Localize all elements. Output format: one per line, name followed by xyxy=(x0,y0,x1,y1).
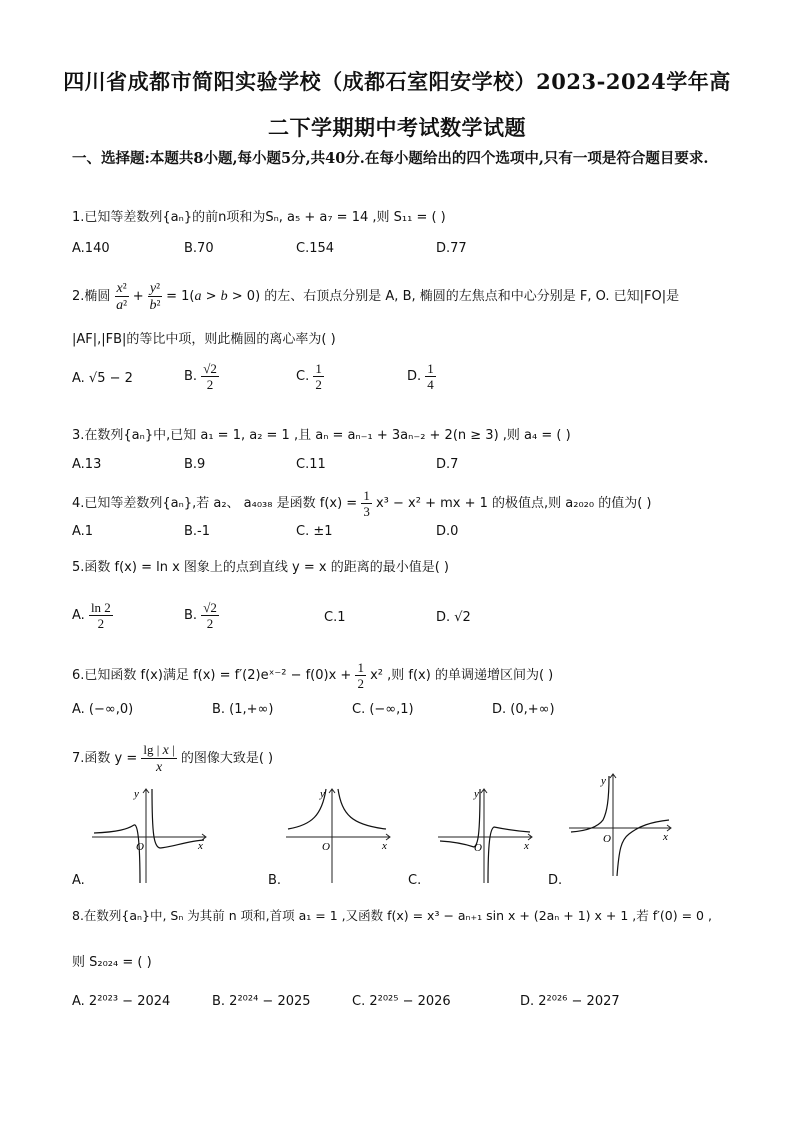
fraction-lg-abs-x-over-x: $\frac{\lg | x |}{x}$ xyxy=(143,742,175,775)
option-a: A.1 xyxy=(72,524,94,539)
graph-option-d xyxy=(565,770,675,880)
option-d: D. √2 xyxy=(436,610,471,625)
q6-stem-end: x² ,则 f(x) 的单调递增区间为( ) xyxy=(370,668,554,683)
option-c: C. (−∞,1) xyxy=(352,702,414,717)
graph-option-b xyxy=(282,785,392,885)
option-a: A.13 xyxy=(72,457,102,472)
option-b: B. $\frac{√2}{2}$ xyxy=(184,361,217,392)
q4-stem-end: x³ − x² + mx + 1 的极值点,则 a₂₀₂₀ 的值为( ) xyxy=(375,496,652,511)
option-b: B. $\frac{√2}{2}$ xyxy=(184,600,217,631)
origin-label: O xyxy=(474,842,482,854)
question-2-stem: 2.椭圆 $\frac{\text{x²}}{\text{a²}}$ + $\frac{\text{y²}}{\text{b²}}$ = 1(a > b > 0) 的左、右顶点分别是 A, B, 椭圆的左焦点和中心分别是 F, O. 已知|FO|是 xyxy=(72,280,680,313)
q7-stem-end: 的图像大致是( ) xyxy=(180,751,274,766)
y-axis-label: y xyxy=(601,775,606,787)
option-c: C. 2²⁰²⁵ − 2026 xyxy=(352,994,451,1009)
x-axis-label: x xyxy=(382,840,387,852)
option-c: C.11 xyxy=(296,457,326,472)
option-c: C.1 xyxy=(324,610,346,625)
graph-label-d: D. xyxy=(548,873,563,888)
document-title-line1: 四川省成都市简阳实验学校（成都石室阳安学校）2023-2024学年高 xyxy=(63,69,731,94)
fraction-one-third: $\frac{1}{3}$ xyxy=(363,488,370,519)
option-a: A. 2²⁰²³ − 2024 xyxy=(72,994,171,1009)
option-d: D.7 xyxy=(436,457,459,472)
x-axis-label: x xyxy=(524,840,529,852)
question-8-stem-line2: 则 S₂₀₂₄ = ( ) xyxy=(72,955,152,970)
option-d: D. 2²⁰²⁶ − 2027 xyxy=(520,994,620,1009)
q7-stem-start: 7.函数 y = xyxy=(72,751,138,766)
graph-label-a: A. xyxy=(72,873,85,888)
fraction-one-half: $\frac{1}{2}$ xyxy=(357,660,364,691)
question-4-stem xyxy=(72,488,722,519)
q4-stem-start: 4.已知等差数列{aₙ},若 a₂、 a₄₀₃₈ 是函数 f(x) = xyxy=(72,496,358,511)
section-heading-choice: 一、选择题:本题共8小题,每小题5分,共40分.在每小题给出的四个选项中,只有一项是符合题目要求. xyxy=(72,150,709,167)
document-title-line2: 二下学期期中考试数学试题 xyxy=(268,115,526,140)
x-axis-label: x xyxy=(198,840,203,852)
origin-label: O xyxy=(136,841,144,853)
option-a: A.140 xyxy=(72,241,110,256)
option-b: B.70 xyxy=(184,241,214,256)
option-b: B. 2²⁰²⁴ − 2025 xyxy=(212,994,311,1009)
y-axis-label: y xyxy=(474,788,479,800)
option-b: B.-1 xyxy=(184,524,211,539)
option-c: C.154 xyxy=(296,241,335,256)
option-c: C. ±1 xyxy=(296,524,333,539)
origin-label: O xyxy=(603,833,611,845)
graph-label-b: B. xyxy=(268,873,282,888)
question-3-stem: 3.在数列{aₙ}中,已知 a₁ = 1, a₂ = 1 ,且 aₙ = aₙ₋₁ + 3aₙ₋₂ + 2(n ≥ 3) ,则 a₄ = ( ) xyxy=(72,428,571,443)
option-a: A. (−∞,0) xyxy=(72,702,134,717)
origin-label: O xyxy=(322,841,330,853)
y-axis-label: y xyxy=(320,788,325,800)
option-d: D.77 xyxy=(436,241,467,256)
option-d: D. $\frac{1}{4}$ xyxy=(407,361,434,392)
graph-label-c: C. xyxy=(408,873,422,888)
question-5-stem: 5.函数 f(x) = ln x 图象上的点到直线 y = x 的距离的最小值是( ) xyxy=(72,560,450,575)
graph-option-a xyxy=(88,785,208,885)
question-2-stem-line2: |AF|,|FB|的等比中项，则此椭圆的离心率为( ) xyxy=(72,332,336,347)
x-axis-label: x xyxy=(663,831,668,843)
ellipse-term-y: $\frac{\text{y²}}{\text{b²}}$ xyxy=(149,280,161,313)
question-8-stem: 8.在数列{aₙ}中, Sₙ 为其前 n 项和,首项 a₁ = 1 ,又函数 f(x) = x³ − aₙ₊₁ sin x + (2aₙ + 1) x + 1 ,若 f′(0) = 0 , xyxy=(72,908,712,923)
y-axis-label: y xyxy=(134,788,139,800)
option-d: D.0 xyxy=(436,524,459,539)
q2-stem-start: 2.椭圆 xyxy=(72,289,111,304)
q2-stem-middle: 的左、右顶点分别是 A, B, 椭圆的左焦点和中心分别是 F, O. 已知|FO|是 xyxy=(264,289,680,304)
question-6-stem xyxy=(72,660,722,691)
option-b: B. (1,+∞) xyxy=(212,702,274,717)
option-a: A. $\frac{\ln 2}{2}$ xyxy=(72,600,111,631)
option-c: C. $\frac{1}{2}$ xyxy=(296,361,322,392)
option-a: A. √5 − 2 xyxy=(72,371,133,386)
graph-option-c xyxy=(434,785,534,885)
ellipse-term-x: $\frac{\text{x²}}{\text{a²}}$ xyxy=(116,280,128,313)
option-d: D. (0,+∞) xyxy=(492,702,555,717)
q6-stem-start: 6.已知函数 f(x)满足 f(x) = f′(2)eˣ⁻² − f(0)x + xyxy=(72,668,352,683)
question-1-stem: 1.已知等差数列{aₙ}的前n项和为Sₙ, a₅ + a₇ = 14 ,则 S₁₁ = ( ) xyxy=(72,210,446,225)
option-b: B.9 xyxy=(184,457,206,472)
